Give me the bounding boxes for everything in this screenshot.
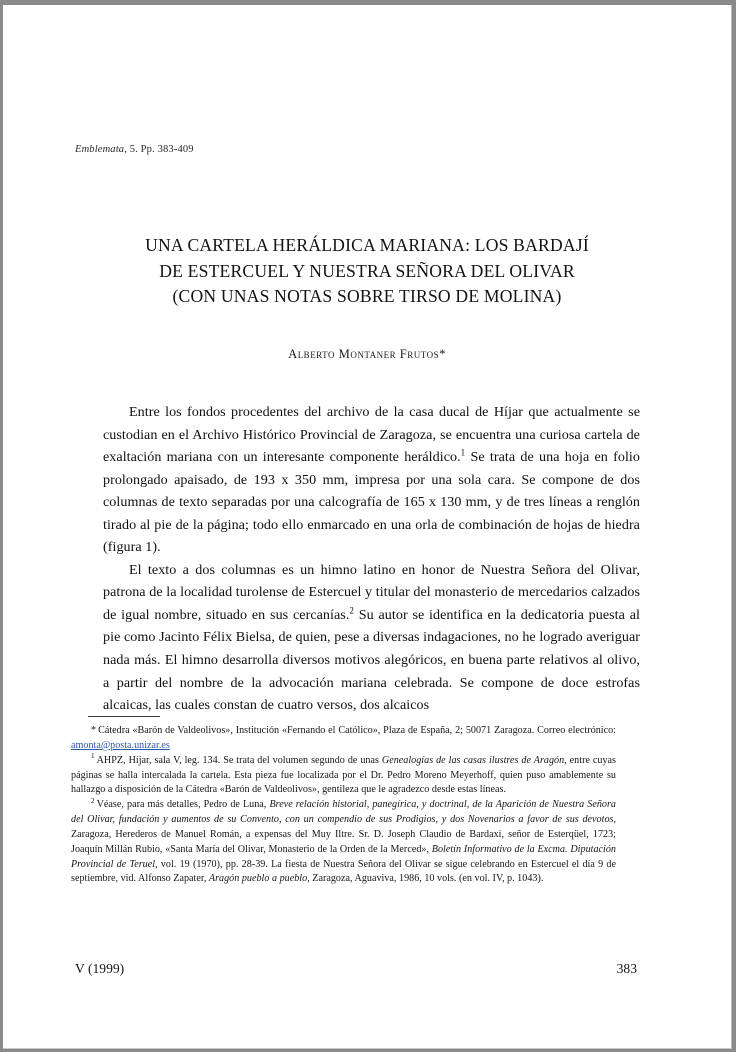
- footnote-star-marker: *: [91, 725, 97, 736]
- footnote-1-text-a: AHPZ, Híjar, sala V, leg. 134. Se trata del volumen segundo de unas: [96, 754, 382, 766]
- body-paragraph-2-text-a: El texto a dos columnas es un himno latino en honor de Nuestra Señora del Olivar, patrona de la localidad turolense de Estercuel y titular del monasterio de mercedarios calzados de igual nombre, situado en sus cercanías.: [103, 561, 640, 623]
- article-body: [103, 401, 640, 717]
- footnote-1-marker: 1: [91, 752, 95, 761]
- body-paragraph-1-text-a: Entre los fondos procedentes del archivo de la casa ducal de Híjar que actualmente se custodian en el Archivo Histórico Provincial de Zaragoza, se encuentra una curiosa cartela de exaltación mariana con un interesante componente heráldico.: [103, 404, 640, 466]
- author-byline: Alberto Montaner Frutos*: [288, 347, 446, 361]
- body-paragraph-2-text-b: Su autor se identifica en la dedicatoria puesta al pie como Jacinto Félix Bielsa, de quien, pese a diversas indagaciones, no he logrado averiguar nada más. El himno desarrolla diversos motivos alegóricos, en buena parte relativos al olivo, a partir del nombre de la advocación mariana celebrada. Se compone de doce estrofas alcaicas, las cuales constan de cuatro versos, dos alcaicos: [103, 606, 640, 714]
- body-paragraph-1: [103, 401, 640, 559]
- journal-title: Emblemata: [75, 144, 125, 155]
- footnote-reference-1[interactable]: 1: [460, 447, 466, 458]
- body-paragraph-1-text-b: Se trata de una hoja en folio prolongado apaisado, de 193 x 350 mm, impresa por una sola cara. Se compone de dos columnas de texto separadas por una calcografía de 165 x 130 mm, y de tres líneas a renglón tirado al pie de la página; todo ello enmarcado en una orla de combinación de hojas de hiedra (figura 1).: [103, 449, 640, 556]
- footnote-1: [71, 754, 616, 799]
- footnote-star-text: Cátedra «Barón de Valdeolivos», Institución «Fernando el Católico», Plaza de España, 2; 50071 Zaragoza. Correo electrónico:: [98, 725, 616, 736]
- footnote-2-marker: 2: [91, 796, 95, 805]
- footnote-section: [71, 724, 616, 887]
- document-page: [3, 5, 732, 1049]
- footnote-2-italic-title-c: Aragón pueblo a pueblo,: [208, 873, 310, 885]
- footnote-reference-2[interactable]: 2: [349, 605, 354, 616]
- article-title-line-1: UNA CARTELA HERÁLDICA MARIANA: LOS BARDAJÍ: [145, 235, 589, 255]
- running-head-reference: , 5. Pp. 383-409: [124, 144, 194, 155]
- footnote-2-text-a: Véase, para más detalles, Pedro de Luna,: [96, 799, 270, 811]
- footer-volume: V (1999): [75, 961, 125, 976]
- footnote-2: [71, 798, 616, 887]
- footnote-2-italic-title-b: Boletín Informativo de la Excma. Diputación Provincial de Teruel,: [71, 843, 616, 870]
- footer-page-number: 383: [616, 961, 637, 976]
- footnote-2-text-d: Zaragoza, Aguaviva, 1986, 10 vols. (en vol. IV, p. 1043).: [309, 873, 544, 885]
- article-title: [67, 233, 667, 310]
- body-paragraph-2: [103, 559, 640, 717]
- article-title-line-2: DE ESTERCUEL Y NUESTRA SEÑORA DEL OLIVAR: [159, 260, 575, 281]
- footnote-1-italic-title: Genealogías de las casas ilustres de Aragón,: [381, 754, 567, 766]
- article-title-line-3: (CON UNAS NOTAS SOBRE TIRSO DE MOLINA): [172, 286, 562, 306]
- footnote-separator-rule: [88, 716, 160, 717]
- footnote-2-text-b: Zaragoza, Herederos de Manuel Román, a expensas del Muy Iltre. Sr. D. Joseph Claudio de Bardaxí, señor de Esterqüel, 1723; Joaquín Millán Rubio, «Santa María del Olivar, Monasterio de la Orden de la Merced»,: [71, 828, 616, 855]
- running-head: [75, 144, 194, 155]
- author-email-link[interactable]: amonta@posta.unizar.es: [71, 739, 170, 751]
- footnote-2-italic-title-a: Breve relación historial, panegírica, y doctrinal, de la Aparición de Nuestra Señora del Olivar, fundación y aumentos de su Convento, con un compendio de sus Prodigios, y dos Novenarios a favor de sus devotos,: [71, 799, 616, 826]
- footnote-2-text-c: vol. 19 (1970), pp. 28-39. La fiesta de Nuestra Señora del Olivar se sigue celebrando en Estercuel el día 9 de septiembre, vid. Alfonso Zapater,: [71, 858, 616, 885]
- footnote-1-text-b: entre cuyas páginas se halla intercalada la cartela. Esta pieza fue localizada por el Dr. Pedro Moreno Meyerhoff, quien puso amablemente su hallazgo a disposición de la Cátedra «Barón de Valdeolivos», gentileza que le agradezco desde estas líneas.: [71, 754, 617, 796]
- footnote-star: [71, 724, 616, 754]
